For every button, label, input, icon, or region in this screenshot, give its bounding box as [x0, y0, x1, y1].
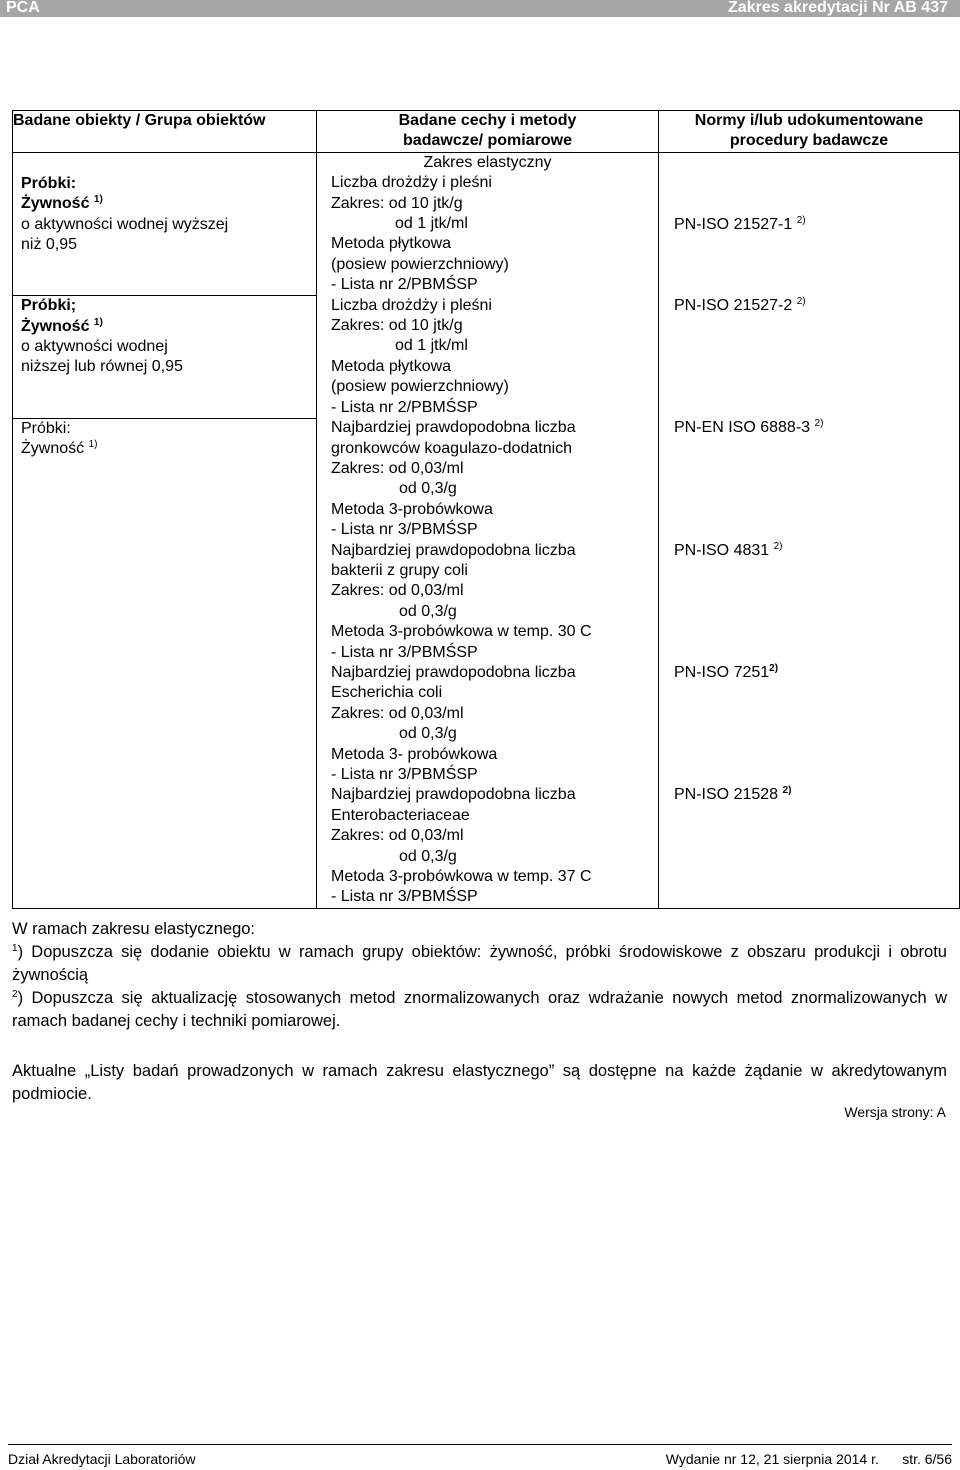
- object-line: Próbki;: [21, 297, 77, 315]
- norm-cell: [659, 152, 960, 295]
- header-methods-text: Badane cechy i metody badawcze/ pomiarowe: [398, 112, 577, 150]
- method-line: od 1 jtk/ml: [395, 337, 468, 355]
- method-line: Zakres: od 0,03/ml: [331, 827, 464, 845]
- footer-left: Dział Akredytacji Laboratoriów: [8, 1451, 196, 1467]
- method-line: od 0,3/g: [399, 725, 457, 743]
- object-text: Żywność: [21, 440, 85, 457]
- norm-text: PN-ISO 21528: [674, 786, 779, 804]
- header-norms-text: Normy i/lub udokumentowane procedury badawcze: [694, 112, 924, 150]
- object-text: Żywność: [21, 317, 90, 335]
- norm-text: PN-ISO 21527-2: [674, 296, 793, 314]
- footnote-ref: 2): [796, 214, 806, 226]
- method-line: bakterii z grupy coli: [331, 561, 468, 579]
- object-line: [21, 317, 316, 337]
- scope-table: [12, 110, 960, 909]
- table-row: [13, 418, 960, 540]
- method-line: Enterobacteriaceae: [331, 806, 470, 824]
- method-line: Metoda 3- probówkowa: [331, 745, 498, 763]
- method-line: Escherichia coli: [331, 684, 443, 702]
- objects-cell: [13, 418, 317, 908]
- norm-cell: [659, 418, 960, 540]
- table-row: [13, 152, 960, 295]
- header-right: Zakres akredytacji Nr AB 437: [728, 0, 948, 16]
- method-line: - Lista nr 2/PBMŚSP: [331, 398, 478, 416]
- norm-line: [674, 296, 959, 316]
- method-cell: [317, 418, 659, 540]
- method-line: Najbardziej prawdopodobna liczba: [331, 663, 576, 681]
- method-line: - Lista nr 2/PBMŚSP: [331, 276, 478, 294]
- norm-line: [674, 541, 959, 561]
- norm-line: [674, 785, 959, 805]
- object-line: Próbki:: [21, 174, 77, 192]
- objects-cell: [13, 152, 317, 295]
- method-cell: [317, 152, 659, 295]
- method-line: od 0,3/g: [399, 480, 457, 498]
- range-title: Zakres elastyczny: [423, 153, 552, 171]
- method-line: od 1 jtk/ml: [395, 215, 468, 233]
- object-line: o aktywności wodnej: [21, 337, 168, 355]
- method-line: Zakres: od 10 jtk/g: [331, 317, 463, 335]
- header-norms: [659, 111, 960, 153]
- footnote-ref: 2): [814, 418, 824, 430]
- norm-text: PN-ISO 7251: [674, 663, 770, 681]
- footnote-2-text: ) Dopuszcza się aktualizację stosowanych metod znormalizowanych oraz wdrażanie nowych metod znormalizowanych w ramach badanej cechy i techniki pomiarowej.: [12, 989, 947, 1030]
- header-methods: [317, 111, 659, 153]
- method-line: Zakres: od 0,03/ml: [331, 704, 464, 722]
- norm-text: PN-ISO 4831: [674, 541, 770, 559]
- lists-availability-note: Aktualne „Listy badań prowadzonych w ramach zakresu elastycznego” są dostępne na każde żądanie w akredytowanym podmiocie.: [12, 1062, 947, 1103]
- object-line: o aktywności wodnej wyższej: [21, 215, 229, 233]
- footnote-ref: 2): [796, 295, 806, 307]
- norm-line: [674, 418, 959, 438]
- method-line: - Lista nr 3/PBMŚSP: [331, 766, 478, 783]
- method-line: Liczba drożdży i pleśni: [331, 174, 492, 192]
- footnote-ref: 1): [93, 316, 103, 328]
- header-objects: Badane obiekty / Grupa obiektów: [13, 111, 317, 153]
- method-line: gronkowców koagulazo-dodatnich: [331, 439, 573, 457]
- method-line: od 0,3/g: [399, 602, 457, 620]
- footnote-1-text: ) Dopuszcza się dodanie obiektu w ramach grupy obiektów: żywność, próbki środowiskowe z obszaru produkcji i obrotu żywnością: [12, 943, 947, 984]
- norm-text: PN-ISO 21527-1: [674, 215, 793, 233]
- method-line: Najbardziej prawdopodobna liczba: [331, 419, 576, 437]
- method-line: od 0,3/g: [399, 847, 457, 865]
- footnote-ref: 1): [88, 439, 98, 450]
- method-line: Zakres: od 0,03/ml: [331, 582, 464, 600]
- table-row: [13, 296, 960, 418]
- method-line: Zakres: od 10 jtk/g: [331, 194, 463, 212]
- page-header-bar: [0, 0, 960, 17]
- method-cell: [317, 541, 659, 663]
- footnotes: [12, 918, 947, 1033]
- method-line: (posiew powierzchniowy): [331, 255, 509, 273]
- method-line: Metoda płytkowa: [331, 357, 452, 375]
- method-cell: [317, 785, 659, 908]
- method-line: - Lista nr 3/PBMŚSP: [331, 888, 478, 906]
- norm-cell: [659, 785, 960, 908]
- method-line: Metoda 3-probówkowa w temp. 30 C: [331, 623, 592, 641]
- method-line: - Lista nr 3/PBMŚSP: [331, 521, 478, 539]
- footnote-mark: 2: [12, 989, 18, 1000]
- norm-text: PN-EN ISO 6888-3: [674, 419, 811, 437]
- page-version: Wersja strony: A: [844, 1104, 946, 1120]
- norm-cell: [659, 541, 960, 663]
- object-line: Próbki:: [21, 419, 71, 437]
- footer-divider: [8, 1444, 952, 1445]
- header-left: PCA: [6, 0, 40, 16]
- method-line: Liczba drożdży i pleśni: [331, 296, 492, 314]
- method-line: Zakres: od 0,03/ml: [331, 459, 464, 477]
- norm-cell: [659, 296, 960, 418]
- footnote-ref: 2): [769, 662, 779, 674]
- objects-cell: [13, 296, 317, 418]
- footnote-mark: 1: [12, 943, 18, 954]
- footnote-1: [12, 941, 947, 987]
- object-line: niższej lub równej 0,95: [21, 358, 183, 376]
- object-line: [21, 194, 316, 214]
- method-cell: [317, 663, 659, 785]
- object-line: [21, 439, 316, 459]
- footnote-ref: 2): [773, 540, 783, 552]
- footnote-ref: 2): [782, 785, 792, 797]
- object-text: Żywność: [21, 195, 90, 213]
- method-cell: [317, 296, 659, 418]
- method-line: Metoda płytkowa: [331, 235, 452, 253]
- norm-cell: [659, 663, 960, 785]
- notes-heading: W ramach zakresu elastycznego:: [12, 920, 256, 938]
- method-line: Najbardziej prawdopodobna liczba: [331, 786, 576, 804]
- object-line: niż 0,95: [21, 236, 78, 254]
- norm-line: [674, 663, 959, 683]
- table-header-row: [13, 111, 960, 153]
- method-line: - Lista nr 3/PBMŚSP: [331, 643, 478, 661]
- method-line: (posiew powierzchniowy): [331, 378, 509, 396]
- method-line: Metoda 3-probówkowa: [331, 500, 493, 518]
- norm-line: [674, 215, 959, 235]
- footnote-ref: 1): [93, 194, 103, 206]
- footnote-2: [12, 987, 947, 1033]
- method-line: Metoda 3-probówkowa w temp. 37 C: [331, 868, 592, 886]
- method-line: Najbardziej prawdopodobna liczba: [331, 541, 576, 559]
- footer-right: Wydanie nr 12, 21 sierpnia 2014 r. str. 6/56: [665, 1451, 952, 1467]
